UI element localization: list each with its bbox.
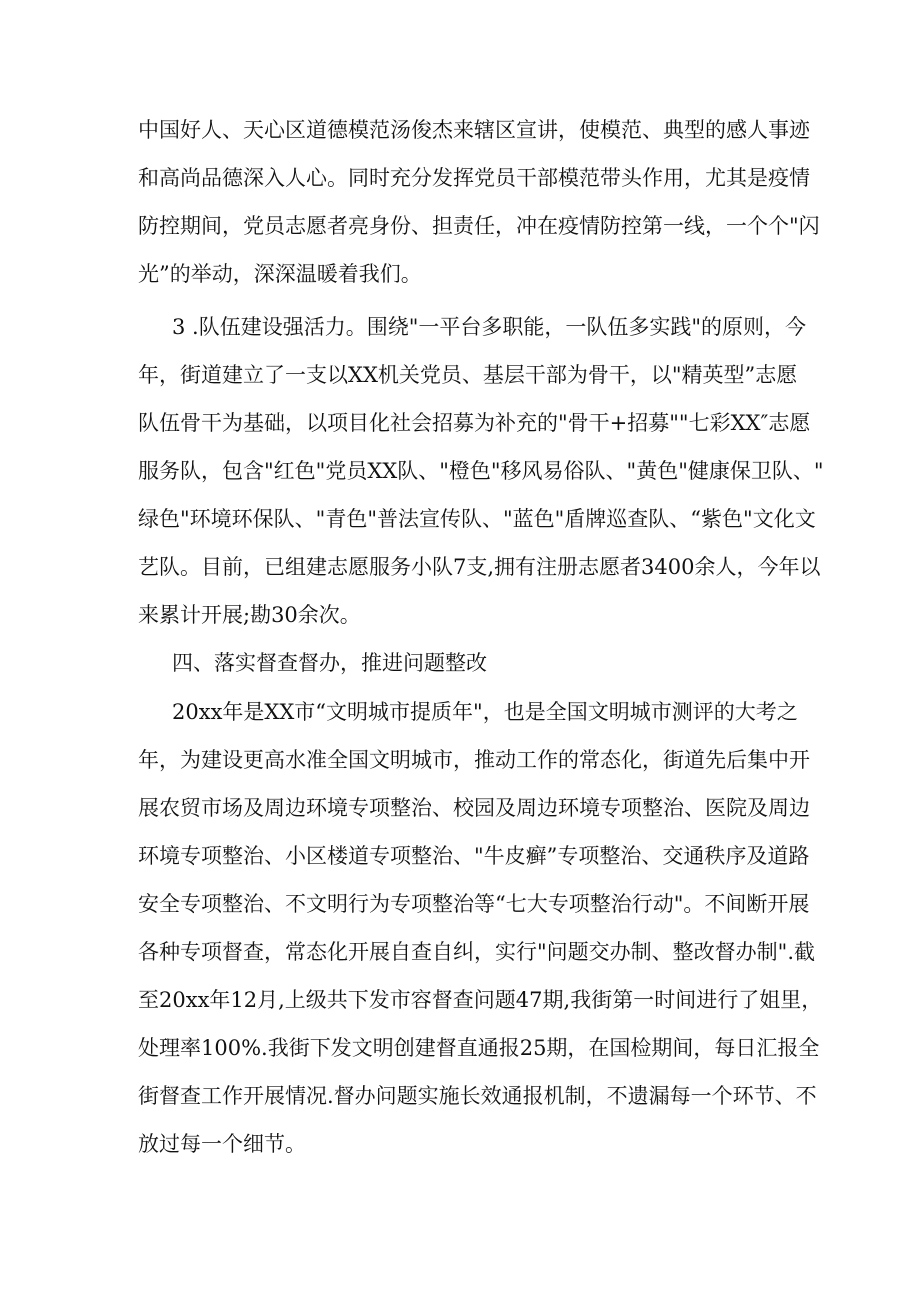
text-line: 3 .队伍建设强活力。围绕"一平台多职能，一队伍多实践"的原则，今 [172, 315, 807, 339]
text-line: 防控期间，党员志愿者亮身份、担责任，冲在疫情防控第一线，一个个"闪 [138, 214, 820, 238]
text-line: 展农贸市场及周边环境专项整治、校园及周边环境专项整治、医院及周边 [138, 796, 810, 820]
text-line: 艺队。目前，已组建志愿服务小队7支,拥有注册志愿者3400余人，今年以 [138, 555, 821, 579]
section-heading [138, 639, 788, 687]
text-line: 各种专项督查，常态化开展自查自纠，实行"问题交办制、整改督办制".截 [138, 940, 815, 964]
text-line: 处理率100%.我街下发文明创建督直通报25期，在国检期间，每日汇报全 [138, 1036, 820, 1060]
text-line: 年，为建设更高水准全国文明城市，推动工作的常态化，街道先后集中开 [138, 748, 810, 772]
text-line: 和高尚品德深入人心。同时充分发挥党员干部模范带头作用，尤其是疫情 [138, 166, 810, 190]
text-line: 光”的举动，深深温暖着我们。 [138, 262, 422, 286]
text-line: 服务队，包含"红色"党员XX队、"橙色"移风易俗队、"黄色"健康保卫队、" [138, 459, 824, 483]
text-line: 来累计开展;勘30余次。 [138, 603, 361, 627]
paragraph-4 [138, 688, 823, 1168]
text-line: 中国好人、天心区道德模范汤俊杰来辖区宣讲，使模范、典型的感人事迹 [138, 118, 810, 142]
text-line: 环境专项整治、小区楼道专项整治、"牛皮癣”专项整治、交通秩序及道路 [138, 844, 810, 868]
text-line: 绿色"环境环保队、"青色"普法宣传队、"蓝色"盾牌巡查队、“紫色"文化文 [138, 507, 816, 531]
text-line: 街督查工作开展情况.督办问题实施长效通报机制，不遗漏每一个环节、不 [138, 1084, 817, 1108]
text-line: 放过每一个细节。 [138, 1132, 306, 1156]
text-line: 队伍骨干为基础，以项目化社会招募为补充的"骨干+招募""七彩XX″志愿 [138, 411, 811, 435]
text-line: 年，街道建立了一支以XX机关党员、基层干部为骨干，以"精英型”志愿 [138, 363, 798, 387]
text-line: 20xx年是XX市“文明城市提质年"，也是全国文明城市测评的大考之 [172, 700, 798, 724]
text-line: 至20xx年12月,上级共下发市容督查问题47期,我街第一时间进行了姐里， [138, 988, 823, 1012]
paragraph-1 [138, 106, 820, 298]
heading-line: 四、落实督查督办，推进问题整改 [172, 651, 487, 675]
paragraph-2 [138, 303, 824, 639]
text-line: 安全专项整治、不文明行为专项整治等“七大专项整治行动"。不间断开展 [138, 892, 810, 916]
